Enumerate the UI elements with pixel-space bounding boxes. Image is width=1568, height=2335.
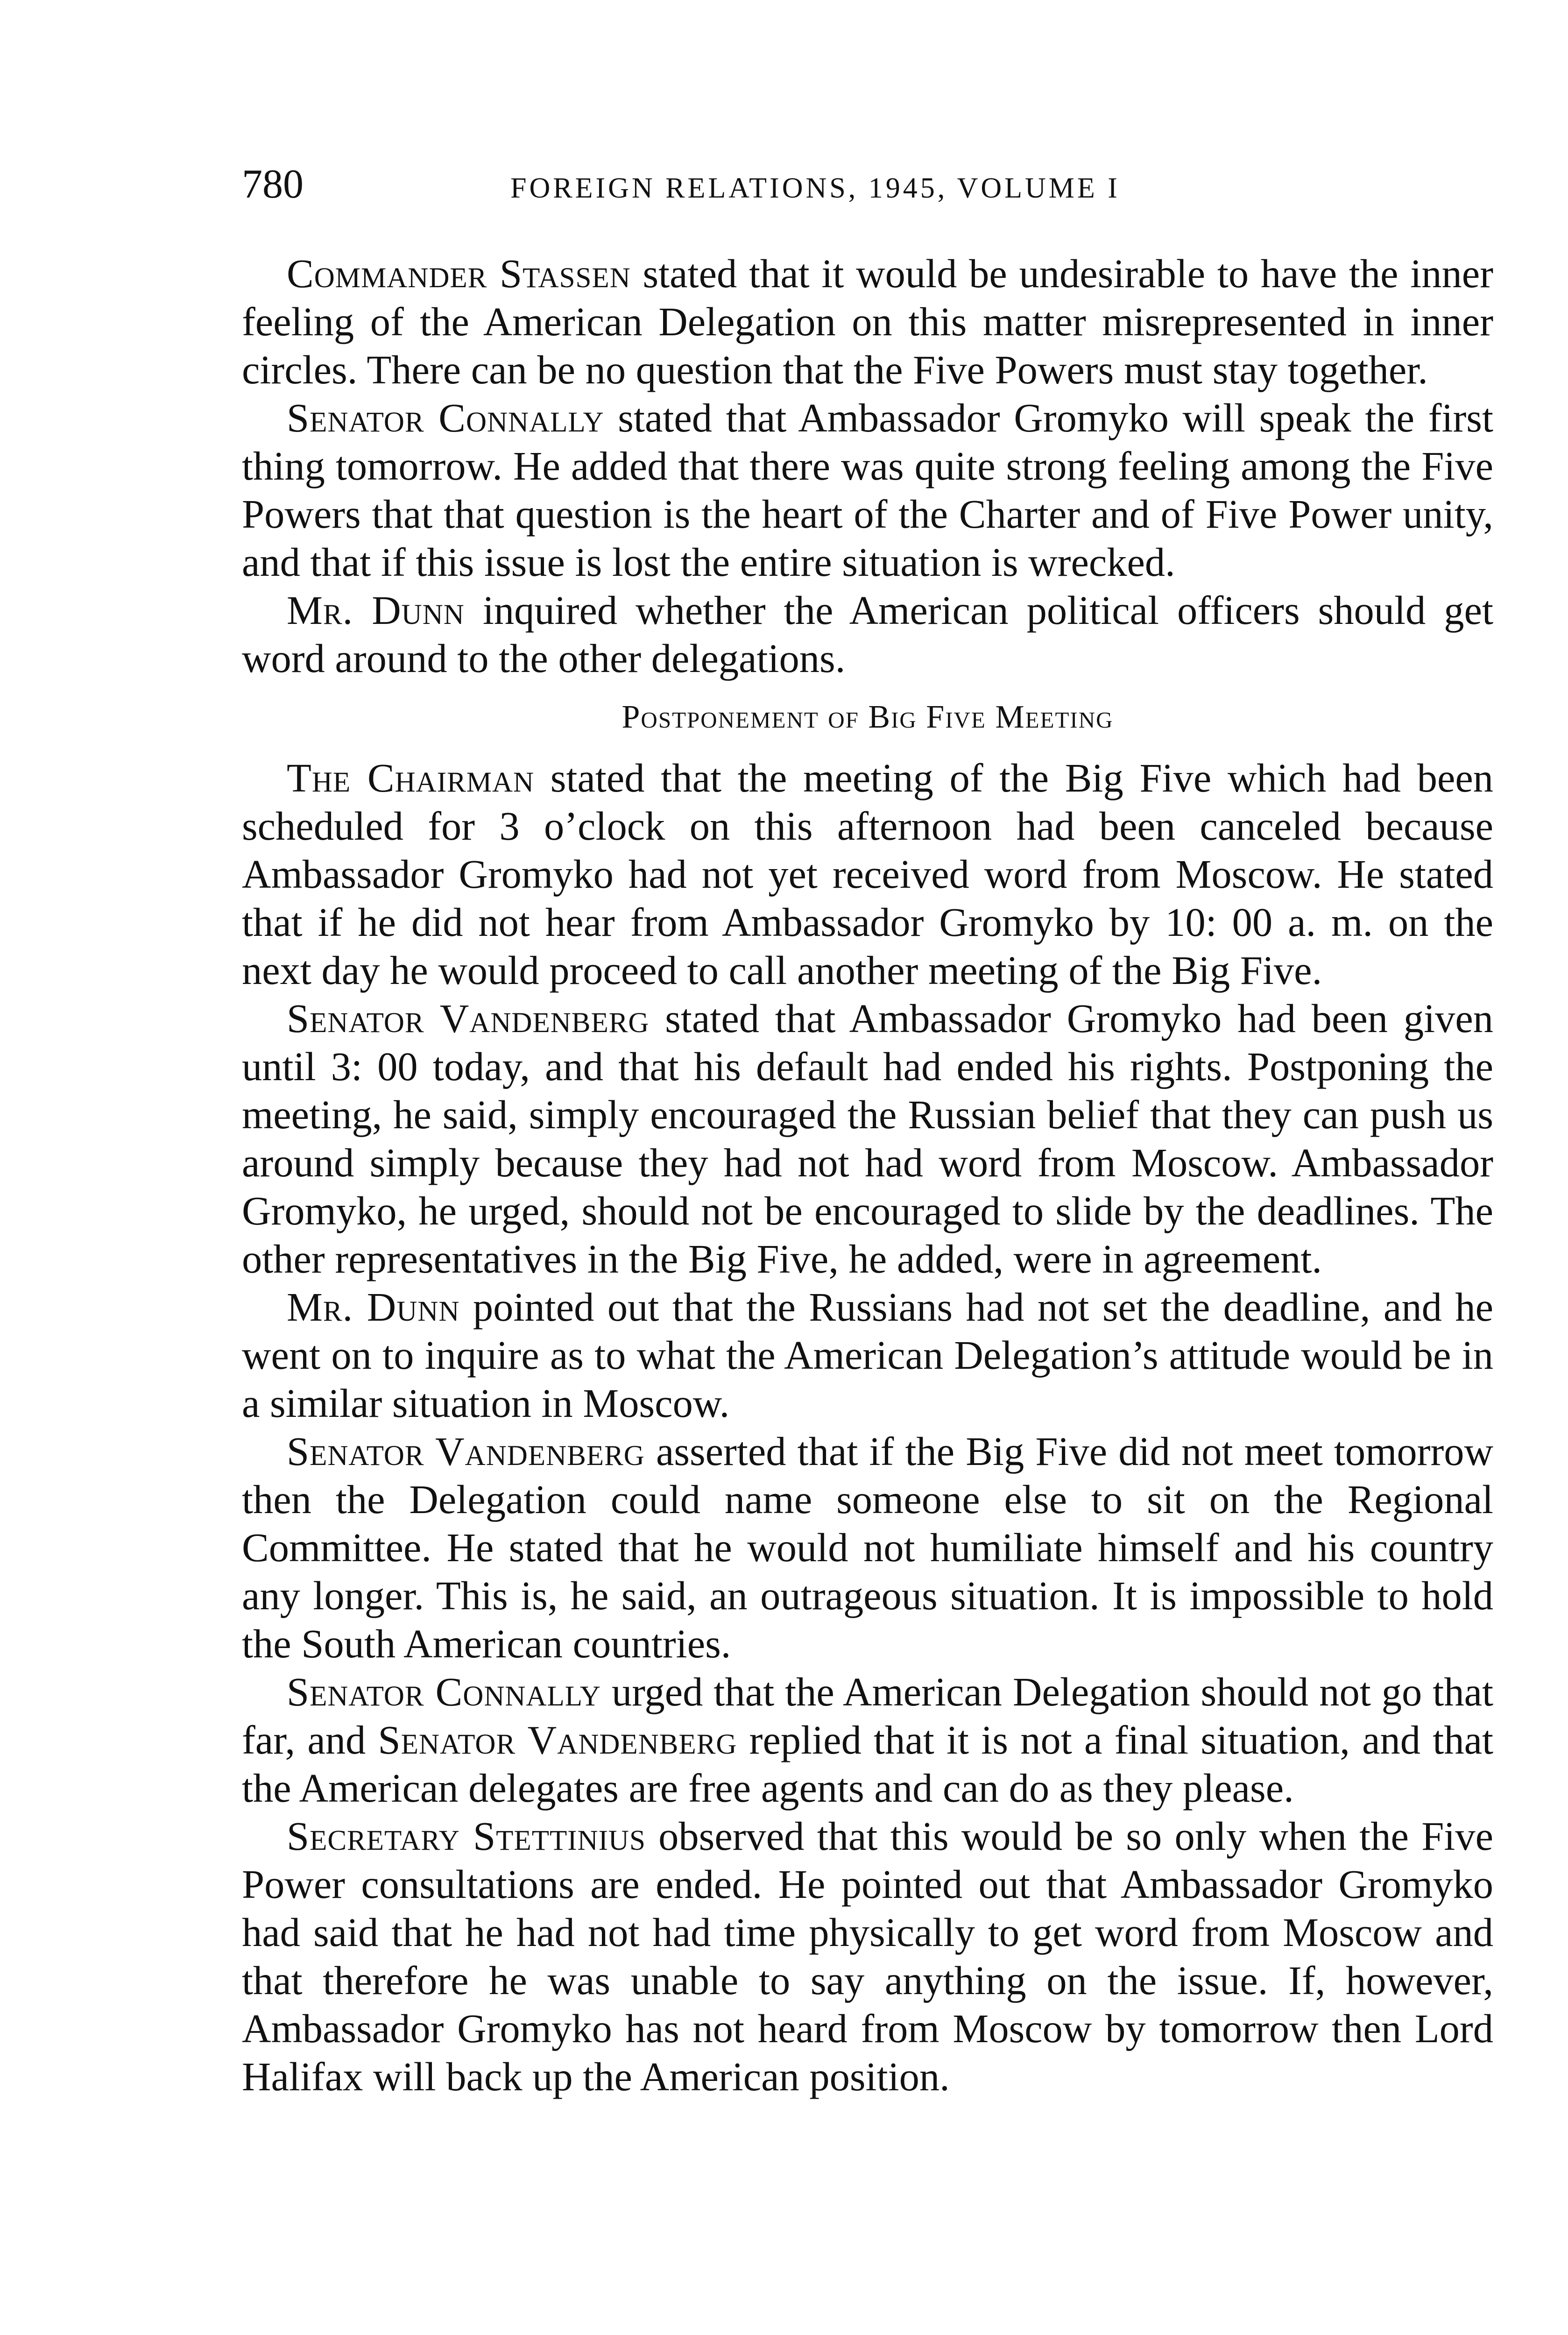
paragraph-text: replied that it is not a final situation, and that the American delegates are free agents and can do as they please.: [242, 1718, 1493, 1811]
paragraph-stettinius: [242, 1812, 1493, 2101]
paragraph-text: urged that the American Delegation should not go that far, and: [242, 1670, 1493, 1762]
paragraph-text: asserted that if the Big Five did not meet tomorrow then the Delegation could name someone else to sit on the Regional Committee. He stated that he would not humiliate himself and his country any longer. This is, he said, an outrageous situation. It is impossible to hold the South American countries.: [242, 1429, 1493, 1666]
paragraph-chairman: [242, 754, 1493, 995]
speaker-name: Commander Stassen: [287, 251, 631, 296]
speaker-name: Senator Vandenberg: [287, 996, 650, 1041]
paragraph-text: stated that the meeting of the Big Five which had been scheduled for 3 o’clock on this afternoon had been canceled because Ambassador Gromyko had not yet received word from Moscow. He stated that if he did not hear from Ambassador Gromyko by 10: 00 a. m. on the next day he would proceed to call another meeting of the Big Five.: [242, 756, 1494, 993]
paragraph-text: stated that Ambassador Gromyko will speak the first thing tomorrow. He added that there was quite strong feeling among the Five Powers that that question is the heart of the Charter and of Five Power unity, and that if this issue is lost the entire situation is wrecked.: [242, 396, 1494, 585]
page-header: [242, 159, 1493, 229]
speaker-name: Mr. Dunn: [287, 588, 465, 633]
speaker-name: Senator Vandenberg: [378, 1718, 737, 1762]
paragraph-text: inquired whether the American political officers should get word around to the other delegations.: [242, 588, 1493, 681]
speaker-name: The Chairman: [287, 756, 535, 800]
paragraph-connally: [242, 394, 1493, 587]
paragraph-dunn: [242, 587, 1493, 683]
paragraph-text: stated that Ambassador Gromyko had been given until 3: 00 today, and that his default had ended his rights. Postponing the meeting, he said, simply encouraged the Russian belief that they can push us around simply because they had not had word from Moscow. Ambassador Gromyko, he urged, should not be encouraged to slide by the deadlines. The other representatives in the Big Five, he added, were in agreement.: [242, 996, 1494, 1281]
speaker-name: Mr. Dunn: [287, 1285, 460, 1330]
speaker-name: Secretary Stettinius: [287, 1814, 646, 1859]
page-number: 780: [242, 162, 304, 207]
speaker-name: Senator Vandenberg: [287, 1429, 645, 1474]
paragraph-connally-vandenberg: [242, 1668, 1493, 1812]
running-head: FOREIGN RELATIONS, 1945, VOLUME I: [510, 172, 1120, 204]
speaker-name: Senator Connally: [287, 1670, 601, 1714]
paragraph-text: stated that it would be undesirable to have the inner feeling of the American Delegation on this matter misrepresented in inner circles. There can be no question that the Five Powers must stay together.: [242, 251, 1493, 392]
paragraph-text: observed that this would be so only when the Five Power consultations are ended. He pointed out that Ambassador Gromyko had said that he had not had time physically to get word from Moscow and that therefore he was unable to say anything on the issue. If, however, Ambassador Gromyko has not heard from Moscow by tomorrow then Lord Halifax will back up the American position.: [242, 1814, 1493, 2099]
speaker-name: Senator Connally: [287, 396, 604, 440]
paragraph-dunn-2: [242, 1283, 1493, 1428]
paragraph-text: pointed out that the Russians had not set the deadline, and he went on to inquire as to what the American Delegation’s attitude would be in a similar situation in Moscow.: [242, 1285, 1493, 1426]
paragraph-stassen: [242, 250, 1493, 394]
section-heading: Postponement of Big Five Meeting: [622, 699, 1114, 735]
paragraph-vandenberg: [242, 995, 1493, 1283]
paragraph-vandenberg-2: [242, 1428, 1493, 1668]
document-body: [242, 250, 1493, 2101]
